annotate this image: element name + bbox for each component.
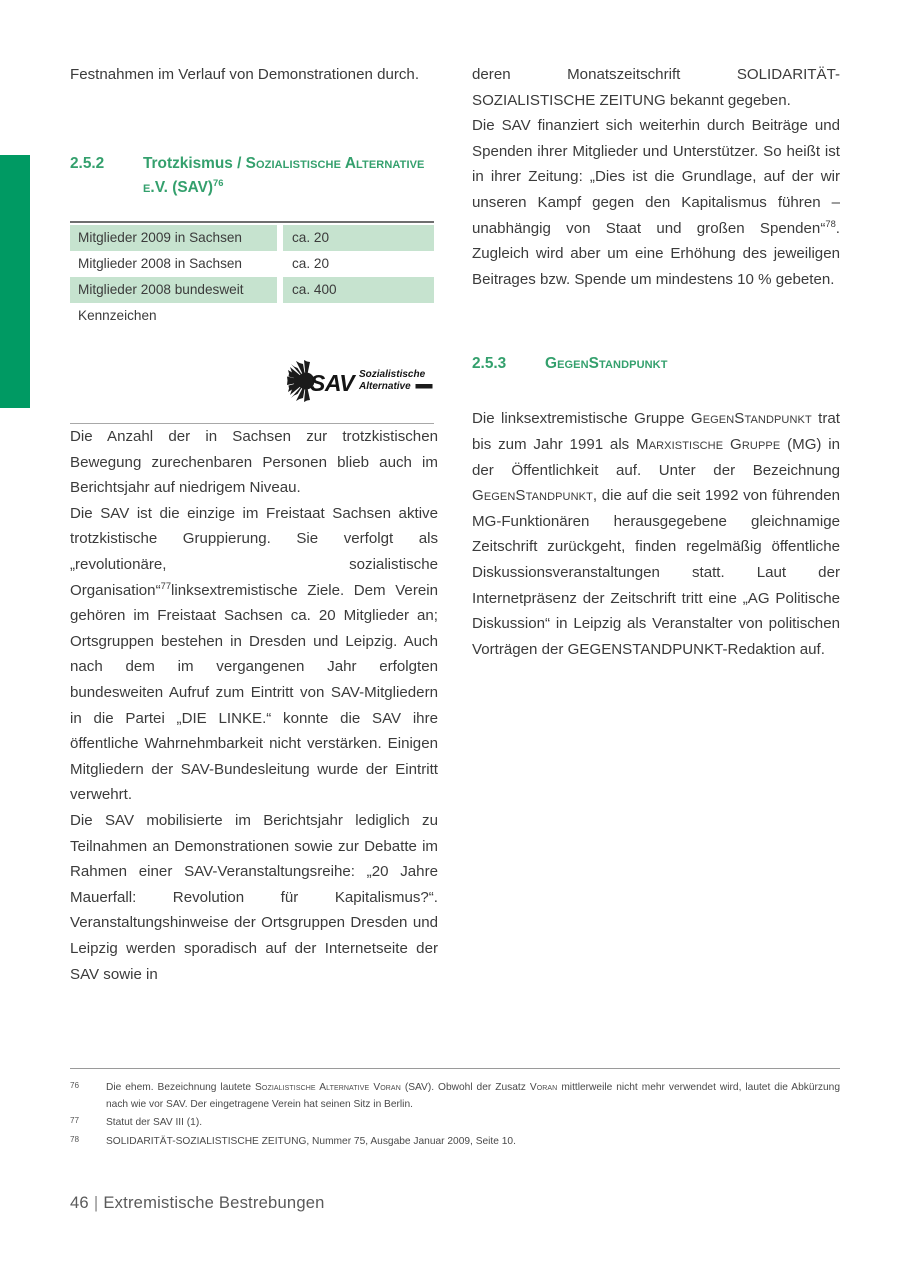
footnote-separator-rule: [70, 1068, 840, 1069]
section-footnote-mark: 76: [213, 176, 224, 188]
footnote-mark: 76: [70, 1081, 80, 1090]
table-row: [70, 277, 434, 303]
svg-text:Sozialistische: Sozialistische: [359, 368, 426, 380]
table-cell-label: Mitglieder 2008 bundesweit: [70, 277, 277, 303]
section-title: [143, 152, 438, 200]
sav-logo-container: [70, 349, 438, 413]
table-row: [70, 303, 434, 329]
section-heading-252: [70, 152, 438, 200]
svg-text:SAV: SAV: [310, 369, 355, 396]
left-column: [70, 62, 438, 987]
table-cell-value: [283, 303, 434, 329]
two-column-layout: [70, 62, 840, 987]
gsp-text-a: Die linksextremistische Gruppe: [472, 410, 691, 428]
table-cell-value: ca. 20: [283, 251, 434, 277]
footnote-smallcaps-1: Sozialistische Alternative Voran: [255, 1082, 401, 1093]
section-title-smallcaps-2: e.: [143, 178, 155, 196]
table-cell-value: ca. 400: [283, 277, 434, 303]
chapter-edge-tab: [0, 155, 30, 408]
section-title-smallcaps-1: Sozialistische Alternative: [245, 154, 425, 172]
body-paragraph-3: Die SAV mobilisierte im Berichtsjahr lediglich zu Teilnahmen an Demonstrationen sowie zur Debatte im Rahmen einer SAV-Veranstaltungsreihe: „20 Jahre Mauerfall: Revolution für Kapitalismus?“. Veranstaltungshinweise der Ortsgruppen Dresden und Leipzig werden sporadisch auf der Internetseite der SAV sowie in: [70, 812, 438, 983]
footnote-item: [70, 1080, 840, 1113]
footnote-text: Statut der SAV III (1).: [106, 1117, 203, 1128]
table-cell-value: ca. 20: [283, 225, 434, 251]
gsp-text-d: , die auf die seit 1992 von führenden MG-Funktionären herausgegebene gleichnamige Zeitschrift zurückgeht, finden regelmäßig öffentliche Diskussionsveranstaltungen statt. Laut der Internetpräsenz der Zeitschrift tritt eine „AG Politische Diskussion“ in Leipzig als Veranstalter von politischen Vorträgen der GEGENSTANDPUNKT-Redaktion auf.: [472, 487, 840, 658]
gsp-smallcaps-2: Marxistische Gruppe: [636, 435, 781, 453]
table-cell-label: Mitglieder 2009 in Sachsen: [70, 225, 277, 251]
body-paragraph-2-cont: linksextremistische Ziele. Dem Verein gehören im Freistaat Sachsen ca. 20 Mitglieder an; Ortsgruppen bestehen in Dresden und Leipzig. Auch nach dem im vergangenen Jahr erfolgten bundesweiten Aufruf zum Eintritt von SAV-Mitgliedern in die Partei „DIE LINKE.“ konnte die SAV ihre öffentliche Wahrnehmbarkeit nicht verstärken. Einigen Mitgliedern der SAV-Bundesleitung wurde der Eintritt verwehrt.: [70, 581, 438, 804]
table-row: [70, 225, 434, 251]
body-paragraph-2-text: Die SAV ist die einzige im Freistaat Sachsen aktive trotzkistische Gruppierung. Sie verfolgt als „revolutionäre, sozialistische Organisation“: [70, 504, 438, 599]
table-cell-label: Kennzeichen: [70, 303, 277, 329]
footnote-text-c: mittlerweile nicht mehr verwendet wird, lautet die Abkürzung nach wie vor SAV. Der eingetragene Verein hat seinen Sitz in Berlin.: [106, 1082, 840, 1110]
body-footnote-mark-78: 78: [825, 217, 836, 229]
right-column: [472, 62, 840, 987]
footnote-smallcaps-2: Voran: [529, 1082, 558, 1093]
footer-separator: |: [93, 1193, 99, 1212]
intro-paragraph: Festnahmen im Verlauf von Demonstrationen durch.: [70, 66, 420, 83]
gsp-text-c: (MG) in der Öffentlichkeit auf. Unter der Bezeichnung: [472, 435, 841, 479]
footnote-text-a: Die ehem. Bezeichnung lautete: [106, 1082, 255, 1093]
body-paragraph-1: Die Anzahl der in Sachsen zur trotzkistischen Bewegung zurechenbaren Personen blieb auch im Berichtsjahr auf niedrigem Niveau.: [70, 428, 438, 497]
financing-paragraph-part-b: . Zugleich wird aber um eine Erhöhung des jeweiligen Beitrages bzw. Spende um mindestens 10 % gebeten.: [472, 219, 840, 288]
footnote-text-b: (SAV). Obwohl der Zusatz: [400, 1082, 530, 1093]
footer-title: Extremistische Bestrebungen: [103, 1193, 325, 1212]
section-number: 2.5.2: [70, 154, 105, 172]
financing-paragraph-part-a: Die SAV finanziert sich weiterhin durch Beiträge und Spenden ihrer Mitglieder und Unterstützer. So heißt ist in ihrer Zeitung: „Dies ist die Grundlage, auf der wir unseren Kampf gegen den Kapitalismus führen – unabhängig von Staat und großen Spenden“: [472, 117, 840, 237]
gsp-smallcaps-3: GegenStandpunkt: [472, 487, 593, 505]
footnote-text: [106, 1080, 840, 1113]
page-footer: [70, 1193, 325, 1213]
svg-text:Alternative: Alternative: [359, 380, 411, 392]
section-title-plain-2: V. (SAV): [154, 178, 213, 196]
table-cell-label: Mitglieder 2008 in Sachsen: [70, 251, 277, 277]
table-top-rule: [70, 221, 434, 223]
gegenstandpunkt-paragraph: [472, 406, 840, 662]
membership-table: [70, 221, 434, 329]
footnote-mark: 77: [70, 1116, 80, 1125]
body-paragraph-2: [70, 501, 438, 808]
table-row: [70, 251, 434, 277]
continued-paragraph: deren Monatszeitschrift SOLIDARITÄT-SOZIALISTISCHE ZEITUNG bekannt gegeben.: [472, 66, 840, 109]
page-number: 46: [70, 1193, 89, 1212]
footnote-item: [70, 1134, 840, 1151]
financing-paragraph: [472, 113, 840, 292]
body-footnote-mark-77: 77: [160, 579, 172, 591]
footnote-item: [70, 1115, 840, 1132]
footnote-mark: 78: [70, 1134, 80, 1144]
section-number: 2.5.3: [472, 355, 507, 373]
footnote-text: SOLIDARITÄT-SOZIALISTISCHE ZEITUNG, Nummer 75, Ausgabe Januar 2009, Seite 10.: [106, 1135, 516, 1147]
sav-logo-icon: [284, 360, 436, 402]
footnotes-block: [70, 1068, 840, 1152]
section-title-plain-1: Trotzkismus /: [143, 154, 246, 172]
gsp-smallcaps-1: GegenStandpunkt: [690, 410, 812, 428]
section-heading-253: [472, 352, 840, 376]
gsp-text-b: trat bis zum Jahr 1991 als: [472, 410, 840, 453]
section-title: GegenStandpunkt: [545, 355, 668, 373]
